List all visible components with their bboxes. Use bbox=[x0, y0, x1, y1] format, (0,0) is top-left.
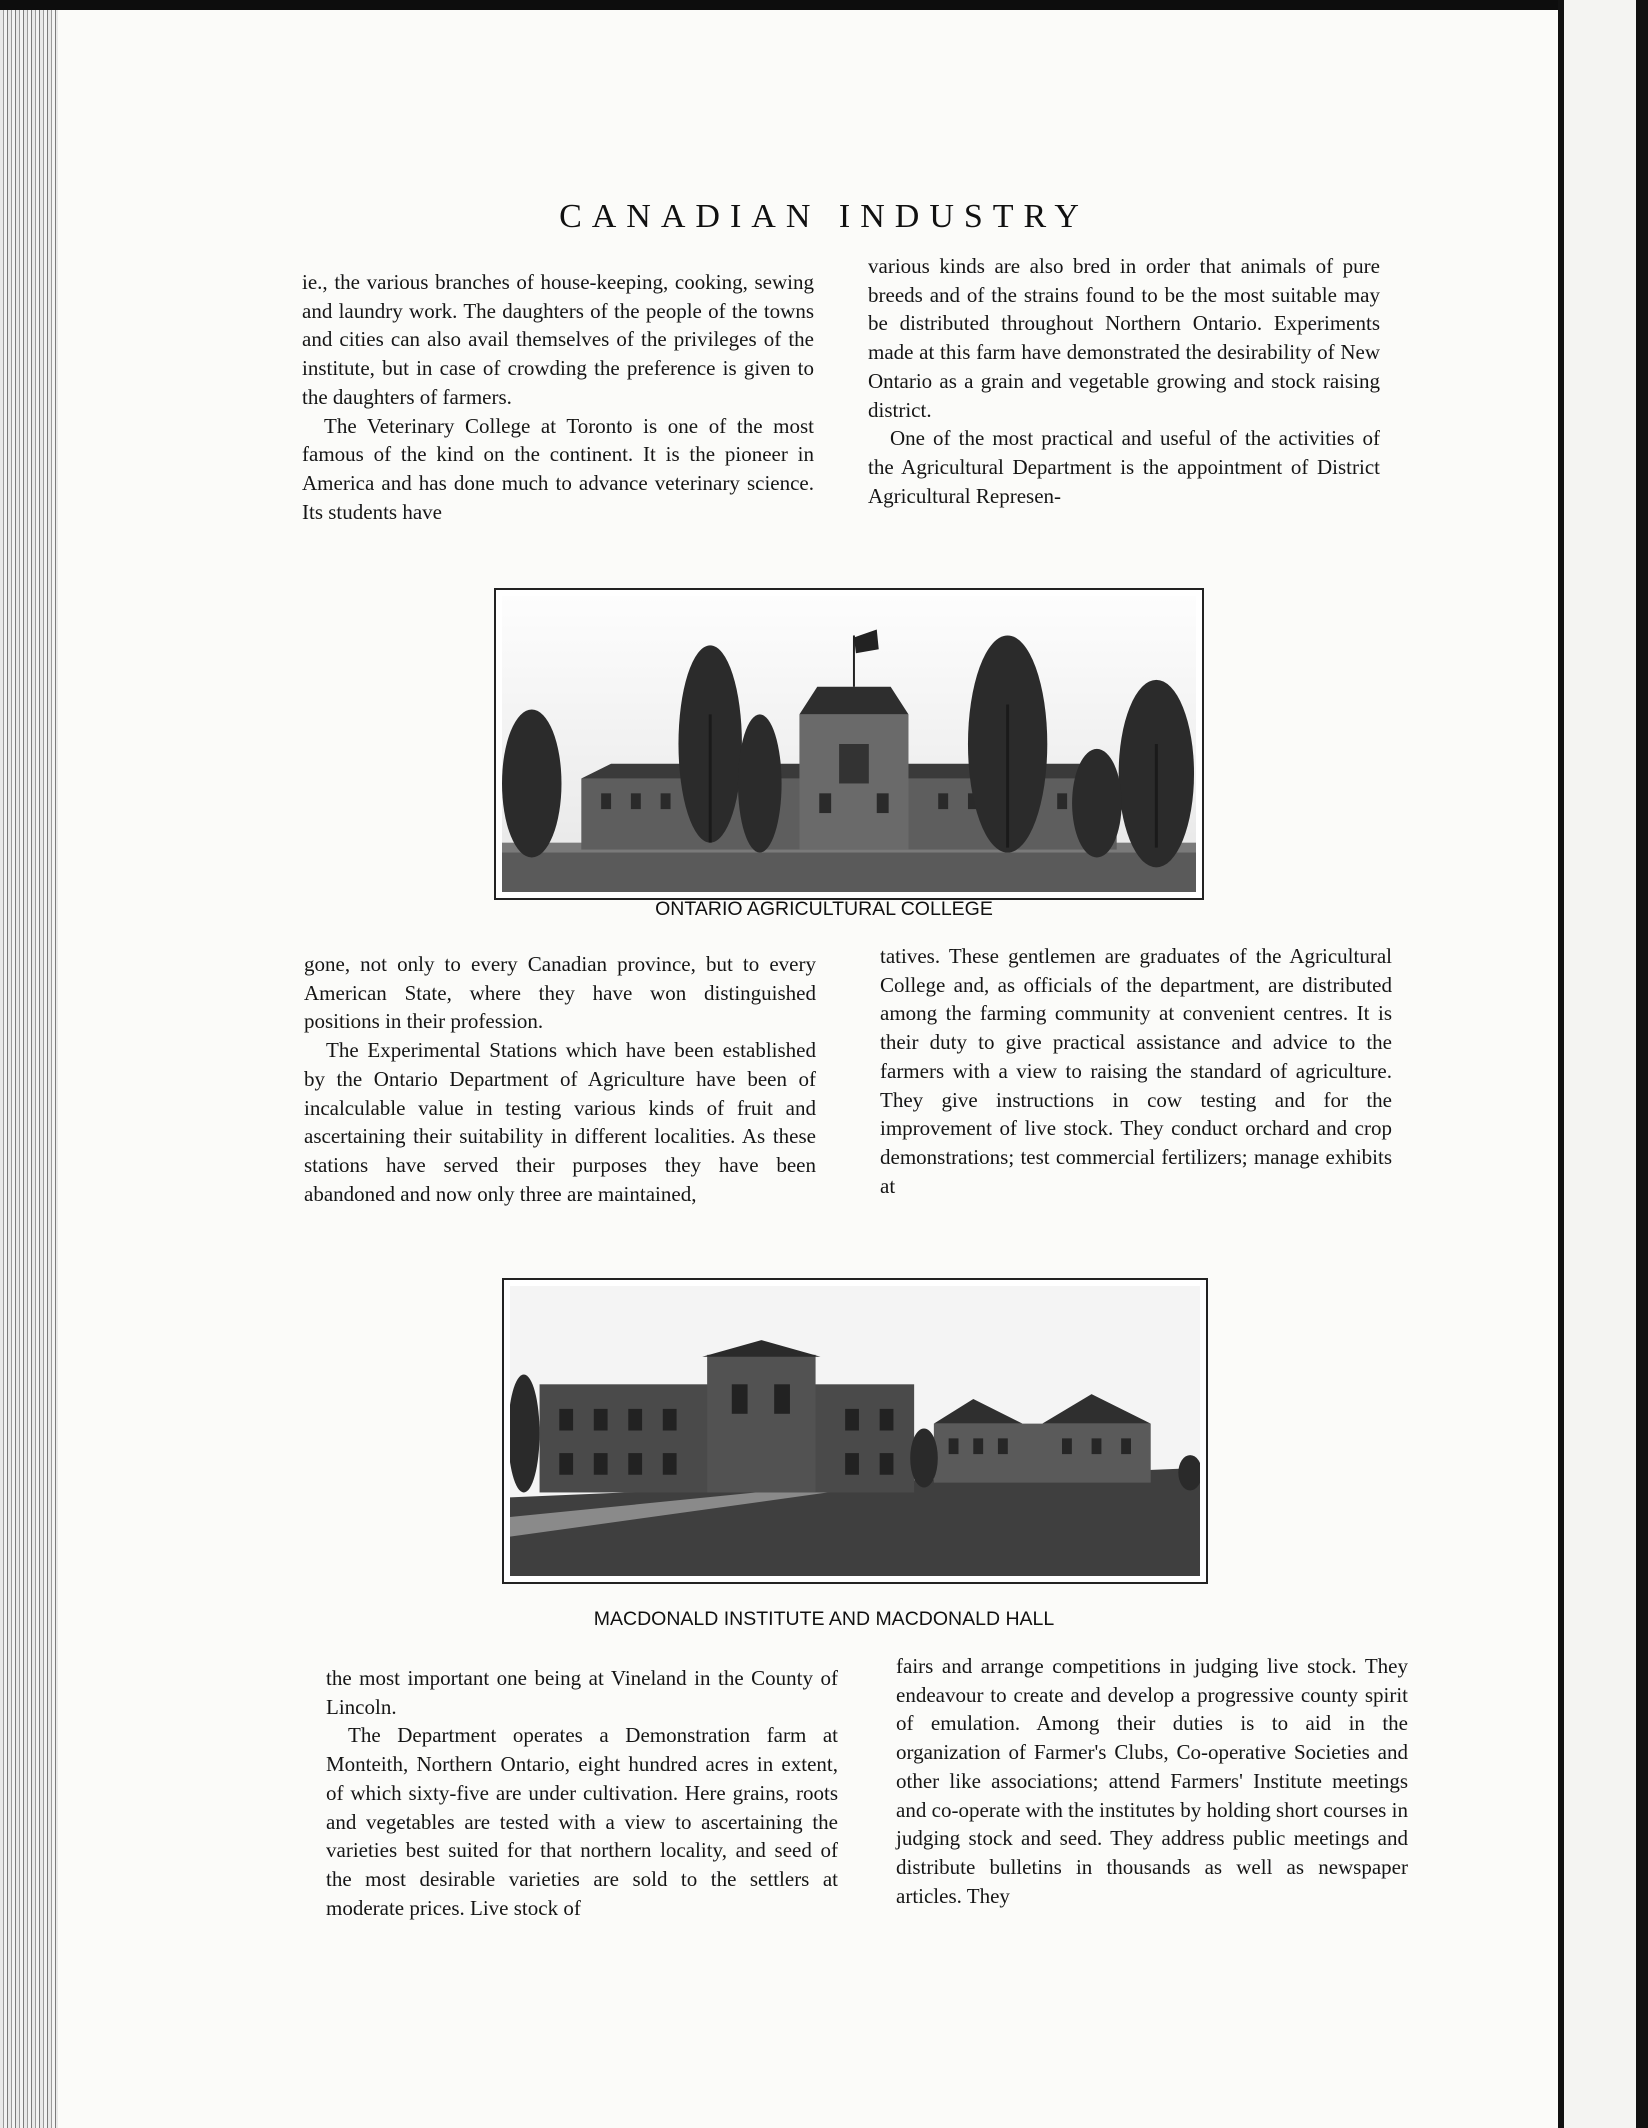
college-building-image bbox=[502, 596, 1196, 892]
paragraph: the most important one being at Vineland in the County of Lincoln. bbox=[326, 1666, 838, 1719]
section3-left-column bbox=[326, 1664, 838, 1922]
section2-left-column bbox=[304, 950, 816, 1208]
paragraph: The Experimental Stations which have been established by the Ontario Department of Agriculture have been of incalculable value in testing various kinds of fruit and ascertaining their suitability in different localities. As these stations have served their purposes they have been abandoned and now only three are maintained, bbox=[304, 1038, 816, 1206]
figure2-caption: MACDONALD INSTITUTE AND MACDONALD HALL bbox=[593, 1608, 1055, 1630]
paragraph: One of the most practical and useful of the activities of the Agricultural Department is the appointment of District Agricultural Represen- bbox=[868, 426, 1380, 508]
macdonald-buildings-image bbox=[510, 1286, 1200, 1576]
paragraph: fairs and arrange competitions in judging live stock. They endeavour to create and develop a progressive county spirit of emulation. Among their duties is to aid in the organization of Farmer's Clubs, Co-operative Societies and other like associations; attend Farmers' Institute meetings and co-operate with the institutes by holding short courses in judging stock and seed. They address public meetings and distribute bulletins in thousands as well as newspaper articles. They bbox=[896, 1654, 1408, 1908]
section1-left-column bbox=[302, 268, 814, 526]
paragraph: The Department operates a Demonstration farm at Monteith, Northern Ontario, eight hundred acres in extent, of which sixty-five are under cultivation. Here grains, roots and vegetables are tested with a view to ascertaining the varieties best suited for that northern locality, and seed of the most desirable varieties are sold to the settlers at moderate prices. Live stock of bbox=[326, 1723, 838, 1920]
paragraph: The Veterinary College at Toronto is one of the most famous of the kind on the continent. It is the pioneer in America and has done much to advance veterinary science. Its students have bbox=[302, 413, 814, 524]
section1-right-column bbox=[868, 252, 1380, 510]
running-header: CANADIAN INDUSTRY bbox=[559, 198, 1089, 235]
paragraph: various kinds are also bred in order that animals of pure breeds and of the strains found to be the most suitable may be distributed throughout Northern Ontario. Experiments made at this farm have demonstrated the desirability of New Ontario as a grain and vegetable growing and stock raising district. bbox=[868, 254, 1380, 422]
page-stack-edge bbox=[0, 10, 60, 2128]
section3-right-column bbox=[896, 1652, 1408, 1910]
paragraph: tatives. These gentlemen are graduates of the Agricultural College and, as officials of the department, are distributed among the farming community at convenient centres. It is their duty to give practical assistance and advice to the farmers with a view to raising the standard of agriculture. They give instructions in cow testing and for the improvement of live stock. They conduct orchard and crop demonstrations; test commercial fertilizers; manage exhibits at bbox=[880, 944, 1392, 1198]
paragraph: gone, not only to every Canadian province, but to every American State, where they have won distinguished positions in their profession. bbox=[304, 952, 816, 1034]
figure1-caption: ONTARIO AGRICULTURAL COLLEGE bbox=[655, 898, 993, 920]
next-page-edge bbox=[1558, 0, 1648, 2128]
ontario-agricultural-college-photo bbox=[494, 588, 1204, 900]
macdonald-institute-photo bbox=[502, 1278, 1208, 1584]
paragraph: ie., the various branches of house-keeping, cooking, sewing and laundry work. The daughters of the people of the towns and cities can also avail themselves of the privileges of the institute, but in case of crowding the preference is given to the daughters of farmers. bbox=[302, 270, 814, 409]
section2-right-column bbox=[880, 942, 1392, 1200]
